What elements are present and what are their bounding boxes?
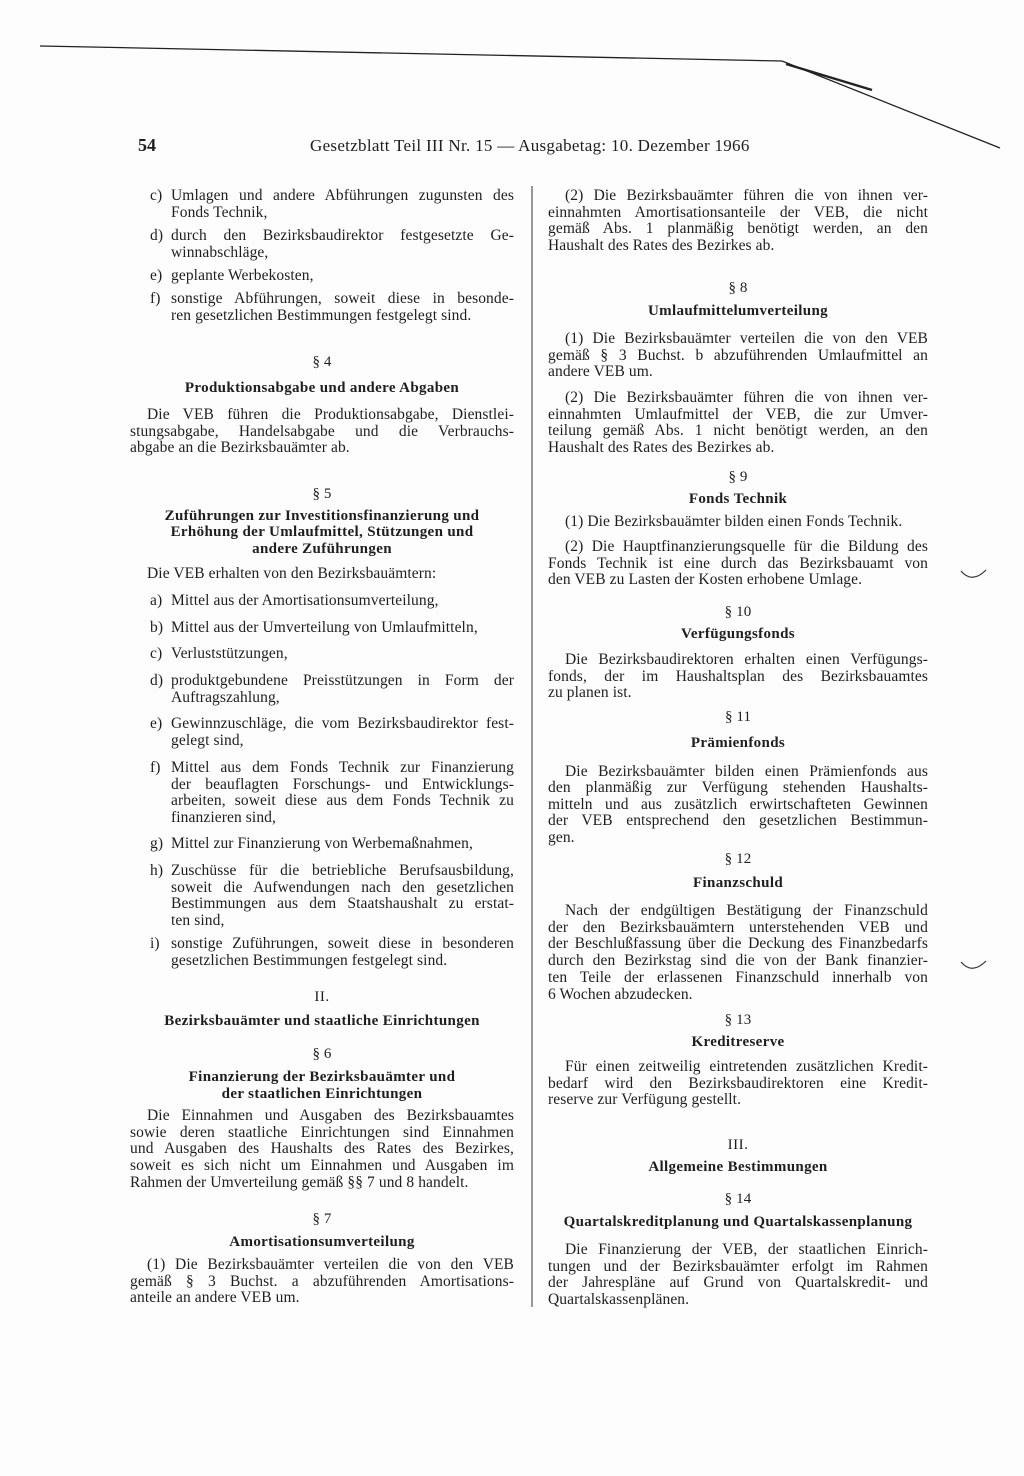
text-line: der Beschlußfassung über die Deckung des Finanzbedarfs	[548, 935, 928, 953]
text-line: (2) Die Hauptfinanzierungsquelle für die Bildung des	[565, 538, 928, 555]
list-item	[130, 716, 514, 749]
list-item	[130, 673, 514, 706]
text-line: Gewinnzuschläge, die vom Bezirksbaudirektor fest-	[171, 715, 514, 732]
text-line: durch den Bezirkstag sind die von der Bank finanzier-	[548, 952, 928, 970]
text-line: der den Bezirksbauämtern unterstehenden VEB und	[548, 918, 928, 936]
section-body	[548, 390, 928, 457]
section-intro	[130, 566, 514, 583]
text-line: Verluststützungen,	[171, 645, 288, 662]
section-body	[548, 652, 928, 702]
text-line: den VEB zu Lasten der Kosten erhobene Umlage.	[548, 571, 863, 589]
text-line: (1) Die Bezirksbauämter bilden einen Fonds Technik.	[565, 513, 903, 530]
text-line: Die VEB erhalten von den Bezirksbauämtern:	[147, 565, 437, 582]
list-label: e)	[150, 715, 163, 732]
text-line: tungen und der Bezirksbauämter erfolgt im Rahmen	[548, 1257, 928, 1275]
text-line: gen.	[548, 828, 575, 846]
section-number: § 8	[728, 280, 748, 296]
list-label: d)	[150, 672, 164, 689]
text-line: mitteln und aus zusätzlich erwirtschafteten Gewinnen	[548, 795, 928, 813]
text-line: ren gesetzlichen Bestimmungen festgelegt sind.	[171, 306, 472, 324]
text-line: Für einen zeitweilig eintretenden zusätzlichen Kredit-	[565, 1058, 928, 1075]
text-line: Die Einnahmen und Ausgaben des Bezirksbauamtes	[147, 1107, 514, 1124]
section-body	[548, 903, 928, 1003]
left-column	[130, 0, 514, 1476]
text-line: Fonds Technik,	[171, 203, 268, 221]
text-line: Die Finanzierung der VEB, der staatlichen Einrich-	[565, 1241, 928, 1258]
list-item	[130, 188, 514, 221]
list-item	[130, 228, 514, 261]
section-body	[548, 764, 928, 846]
text-line: fonds, der im Haushaltsplan des Bezirksbauamtes	[548, 667, 928, 685]
text-line: einnahmten Amortisationsanteile der VEB, die nicht	[548, 203, 928, 221]
part-title: Bezirksbauämter und staatliche Einrichtungen	[164, 1013, 480, 1029]
text-line: soweit es sich nicht um Einnahmen und Ausgaben im	[130, 1157, 514, 1175]
section-body	[130, 407, 514, 457]
text-line: produktgebundene Preisstützungen in Form der	[171, 672, 514, 689]
section-title	[130, 1069, 514, 1102]
text-line: bedarf wird den Bezirksbaudirektoren eine Kredit-	[548, 1074, 928, 1092]
text-line: Bestimmungen aus dem Staatshaushalt zu erstat-	[171, 895, 514, 913]
section-title: Verfügungsfonds	[681, 626, 795, 642]
section-body	[130, 1108, 514, 1192]
text-line: anteile an andere VEB um.	[130, 1289, 300, 1307]
text-line: sonstige Zuführungen, soweit diese in besonderen	[171, 935, 514, 952]
text-line: zu planen ist.	[548, 684, 632, 702]
section-body	[548, 514, 928, 531]
section-number: § 10	[724, 604, 752, 620]
section-title: Amortisationsumverteilung	[229, 1234, 415, 1250]
section-number: § 7	[312, 1211, 332, 1227]
text-line: arbeiten, soweit diese aus dem Fonds Technik zu	[171, 792, 514, 810]
list-item	[130, 936, 514, 969]
text-line: Mittel aus dem Fonds Technik zur Finanzierung	[171, 759, 514, 776]
list-label: d)	[150, 227, 164, 244]
part-numeral: III.	[727, 1137, 749, 1153]
section-number: § 4	[312, 354, 332, 370]
running-title: Gesetzblatt Teil III Nr. 15 — Ausgabetag: 10. Dezember 1966	[310, 136, 750, 155]
section-body	[548, 1059, 928, 1109]
right-column	[548, 0, 928, 1476]
text-line: winnabschläge,	[171, 243, 269, 261]
text-line: Umlagen und andere Abführungen zugunsten des	[171, 187, 514, 204]
text-line: 6 Wochen abzudecken.	[548, 985, 693, 1003]
title-line: Zuführungen zur Investitionsfinanzierung und	[164, 508, 480, 524]
list-item	[130, 593, 514, 610]
text-line: Auftragszahlung,	[171, 688, 280, 706]
text-line: sowie deren staatliche Einrichtungen sind Einnahmen	[130, 1123, 514, 1141]
text-line: der VEB entsprechend den gesetzlichen Bestimmun-	[548, 812, 928, 830]
section-number: § 6	[312, 1046, 332, 1062]
text-line: und Ausgaben des Haushalts des Rates des Bezirkes,	[130, 1140, 514, 1158]
text-line: der Jahrespläne auf Grund von Quartalskredit- und	[548, 1274, 928, 1292]
text-line: durch den Bezirksbaudirektor festgesetzte Ge-	[171, 227, 514, 244]
section-number: § 12	[724, 851, 752, 867]
section-number: § 14	[724, 1191, 752, 1207]
text-line: (1) Die Bezirksbauämter verteilen die von den VEB	[565, 330, 928, 347]
section-title	[130, 508, 514, 557]
list-label: f)	[150, 759, 161, 776]
title-line: der staatlichen Einrichtungen	[221, 1085, 423, 1102]
text-line: den planmäßig zur Verfügung stehenden Haushalts-	[548, 779, 928, 797]
section-body	[548, 331, 928, 381]
list-label: e)	[150, 267, 163, 284]
list-label: g)	[150, 835, 164, 852]
list-item	[130, 836, 514, 853]
text-line: soweit die Aufwendungen nach den gesetzlichen	[171, 878, 514, 896]
section-title: Quartalskreditplanung und Quartalskassenplanung	[563, 1214, 913, 1230]
text-line: stungsabgabe, Handelsabgabe und die Verbrauchs-	[130, 422, 514, 440]
text-line: gemäß Abs. 1 planmäßig benötigt werden, an den	[548, 220, 928, 238]
text-line: Rahmen der Umverteilung gemäß §§ 7 und 8 handelt.	[130, 1173, 469, 1191]
section-number: § 11	[724, 709, 752, 725]
text-line: Zuschüsse für die betriebliche Berufsausbildung,	[171, 862, 514, 879]
text-line: Quartalskassenplänen.	[548, 1291, 690, 1309]
text-line: abgabe an die Bezirksbauämter ab.	[130, 439, 350, 457]
section-title: Prämienfonds	[690, 735, 786, 751]
text-line: teilung gemäß Abs. 1 nicht benötigt werden, an den	[548, 422, 928, 440]
list-label: a)	[150, 592, 163, 609]
section-body	[548, 539, 928, 589]
list-label: c)	[150, 187, 163, 204]
text-line: Mittel aus der Umverteilung von Umlaufmitteln,	[171, 619, 478, 636]
text-line: (2) Die Bezirksbauämter führen die von ihnen ver-	[565, 187, 928, 204]
text-line: geplante Werbekosten,	[171, 267, 314, 284]
text-line: gemäß § 3 Buchst. b abzuführenden Umlaufmittel an	[548, 346, 928, 364]
text-line: Die VEB führen die Produktionsabgabe, Dienstlei-	[147, 406, 514, 423]
section-body	[130, 1257, 514, 1307]
list-label: f)	[150, 290, 161, 307]
text-line: ten sind,	[171, 912, 225, 930]
margin-mark	[961, 570, 986, 577]
list-item	[130, 646, 514, 663]
part-title: Allgemeine Bestimmungen	[648, 1159, 828, 1175]
text-line: andere VEB um.	[548, 363, 653, 381]
text-line: (2) Die Bezirksbauämter führen die von ihnen ver-	[565, 389, 928, 406]
list-item	[130, 760, 514, 827]
section-number: § 13	[724, 1012, 752, 1028]
text-line: Mittel aus der Amortisationsumverteilung,	[171, 592, 439, 609]
section-number: § 9	[728, 469, 748, 485]
list-label: c)	[150, 645, 163, 662]
section-title: Finanzschuld	[692, 875, 784, 891]
text-line: Nach der endgültigen Bestätigung der Finanzschuld	[565, 902, 928, 919]
section-body	[548, 1242, 928, 1309]
list-label: h)	[150, 862, 164, 879]
title-line: andere Zuführungen	[252, 540, 392, 557]
margin-mark	[961, 961, 986, 968]
list-item	[130, 620, 514, 637]
list-item	[130, 863, 514, 930]
text-line: der beauflagten Forschungs- und Entwicklungs-	[171, 775, 514, 793]
text-line: reserve zur Verfügung gestellt.	[548, 1091, 742, 1109]
text-line: Haushalt des Rates des Bezirkes ab.	[548, 237, 775, 255]
text-line: Die Bezirksbaudirektoren erhalten einen Verfügungs-	[565, 651, 928, 668]
text-line: Mittel zur Finanzierung von Werbemaßnahmen,	[171, 835, 473, 852]
text-line: Die Bezirksbauämter bilden einen Prämienfonds aus	[565, 763, 928, 780]
section-title: Umlaufmittelumverteilung	[647, 303, 829, 319]
list-label: i)	[150, 935, 160, 952]
page-number: 54	[138, 135, 156, 155]
text-line: gelegt sind,	[171, 731, 244, 749]
title-line: Finanzierung der Bezirksbauämter und	[188, 1069, 456, 1085]
list-item	[130, 291, 514, 324]
text-line: finanzieren sind,	[171, 809, 276, 827]
title-line: Erhöhung der Umlaufmittel, Stützungen und	[170, 524, 474, 541]
section-title: Kreditreserve	[691, 1034, 785, 1050]
section-number: § 5	[312, 486, 332, 502]
text-line: ten Teile der erlassenen Finanzschuld innerhalb von	[548, 968, 928, 986]
list-item	[130, 268, 514, 285]
section-title: Fonds Technik	[688, 491, 788, 507]
text-line: gemäß § 3 Buchst. a abzuführenden Amortisations-	[130, 1272, 514, 1290]
text-line: (1) Die Bezirksbauämter verteilen die von den VEB	[147, 1256, 514, 1273]
text-line: einnahmten Umlaufmittel der VEB, die zur Umver-	[548, 405, 928, 423]
text-line: gesetzlichen Bestimmungen festgelegt sind.	[171, 951, 448, 969]
section-body	[548, 188, 928, 255]
text-line: Fonds Technik ist eine durch das Bezirksbauamt von	[548, 554, 928, 572]
part-numeral: II.	[314, 989, 330, 1005]
text-line: sonstige Abführungen, soweit diese in besonde-	[171, 290, 514, 307]
list-label: b)	[150, 619, 164, 636]
text-line: Haushalt des Rates des Bezirkes ab.	[548, 439, 775, 457]
section-title: Produktionsabgabe und andere Abgaben	[184, 380, 460, 396]
